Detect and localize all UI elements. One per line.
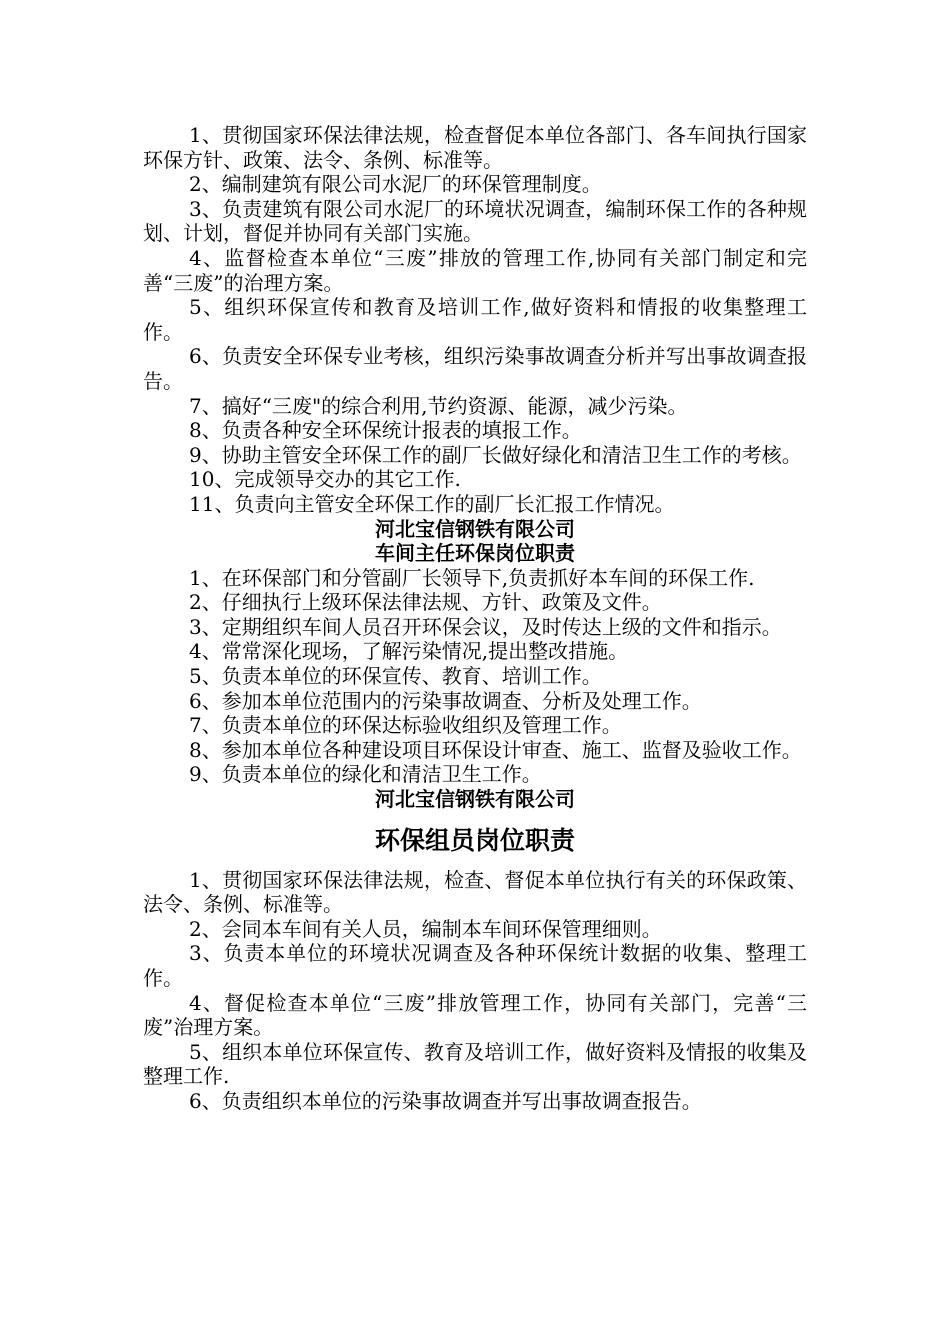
duty-item: 4、监督检查本单位“三废”排放的管理工作,协同有关部门制定和完善“三废”的治理方案。 bbox=[143, 245, 807, 295]
company-name: 河北宝信钢铁有限公司 bbox=[375, 787, 575, 812]
duty-item: 3、定期组织车间人员召开环保会议，及时传达上级的文件和指示。 bbox=[189, 614, 782, 639]
duty-item: 2、仔细执行上级环保法律法规、方针、政策及文件。 bbox=[189, 590, 662, 615]
duty-item: 6、负责组织本单位的污染事故调查并写出事故调查报告。 bbox=[189, 1088, 702, 1113]
duty-item: 7、搞好“三废"的综合利用,节约资源、能源，减少污染。 bbox=[189, 393, 688, 418]
duty-item: 6、参加本单位范围内的污染事故调查、分析及处理工作。 bbox=[189, 688, 702, 713]
duty-item: 3、负责本单位的环境状况调查及各种环保统计数据的收集、整理工作。 bbox=[143, 941, 807, 990]
duty-item: 2、编制建筑有限公司水泥厂的环保管理制度。 bbox=[189, 172, 602, 197]
duty-item: 1、贯彻国家环保法律法规，检查、督促本单位执行有关的环保政策、法令、条例、标准等。 bbox=[143, 867, 807, 917]
duty-item: 7、负责本单位的环保达标验收组织及管理工作。 bbox=[189, 713, 622, 738]
duty-item: 6、负责安全环保专业考核，组织污染事故调查分析并写出事故调查报告。 bbox=[143, 344, 807, 393]
duty-item: 5、负责本单位的环保宣传、教育、培训工作。 bbox=[189, 664, 602, 689]
section-title: 环保组员岗位职责 bbox=[374, 825, 575, 855]
duty-item: 4、督促检查本单位“三废”排放管理工作，协同有关部门，完善“三废”治理方案。 bbox=[143, 990, 807, 1040]
duty-item: 11、负责向主管安全环保工作的副厂长汇报工作情况。 bbox=[189, 491, 675, 516]
duty-item: 2、会同本车间有关人员，编制本车间环保管理细则。 bbox=[189, 916, 662, 941]
duty-item: 10、完成领导交办的其它工作. bbox=[189, 467, 461, 492]
duty-item: 8、负责各种安全环保统计报表的填报工作。 bbox=[189, 418, 582, 443]
duty-item: 4、常常深化现场，了解污染情况,提出整改措施。 bbox=[189, 639, 629, 664]
duty-item: 1、在环保部门和分管副厂长领导下,负责抓好本车间的环保工作. bbox=[189, 565, 755, 590]
document-page bbox=[143, 123, 807, 1114]
duty-item: 3、负责建筑有限公司水泥厂的环境状况调查，编制环保工作的各种规划、计划，督促并协同有关部门实施。 bbox=[143, 196, 807, 246]
duty-item: 5、组织本单位环保宣传、教育及培训工作，做好资料及情报的收集及整理工作. bbox=[143, 1039, 807, 1089]
section-2-workshop-director bbox=[143, 517, 807, 788]
duty-item: 9、协助主管安全环保工作的副厂长做好绿化和清洁卫生工作的考核。 bbox=[189, 442, 802, 467]
duty-item: 9、负责本单位的绿化和清洁卫生工作。 bbox=[189, 762, 542, 787]
section-1-duties bbox=[143, 123, 807, 517]
section-3-team-member bbox=[143, 787, 807, 1114]
duty-item: 5、组织环保宣传和教育及培训工作,做好资料和情报的收集整理工作。 bbox=[143, 295, 807, 344]
company-name: 河北宝信钢铁有限公司 bbox=[375, 516, 575, 541]
duty-item: 8、参加本单位各种建设项目环保设计审查、施工、监督及验收工作。 bbox=[189, 737, 802, 762]
section-title: 车间主任环保岗位职责 bbox=[375, 541, 575, 566]
duty-item: 1、贯彻国家环保法律法规，检查督促本单位各部门、各车间执行国家环保方针、政策、法令、条例、标准等。 bbox=[143, 123, 807, 172]
